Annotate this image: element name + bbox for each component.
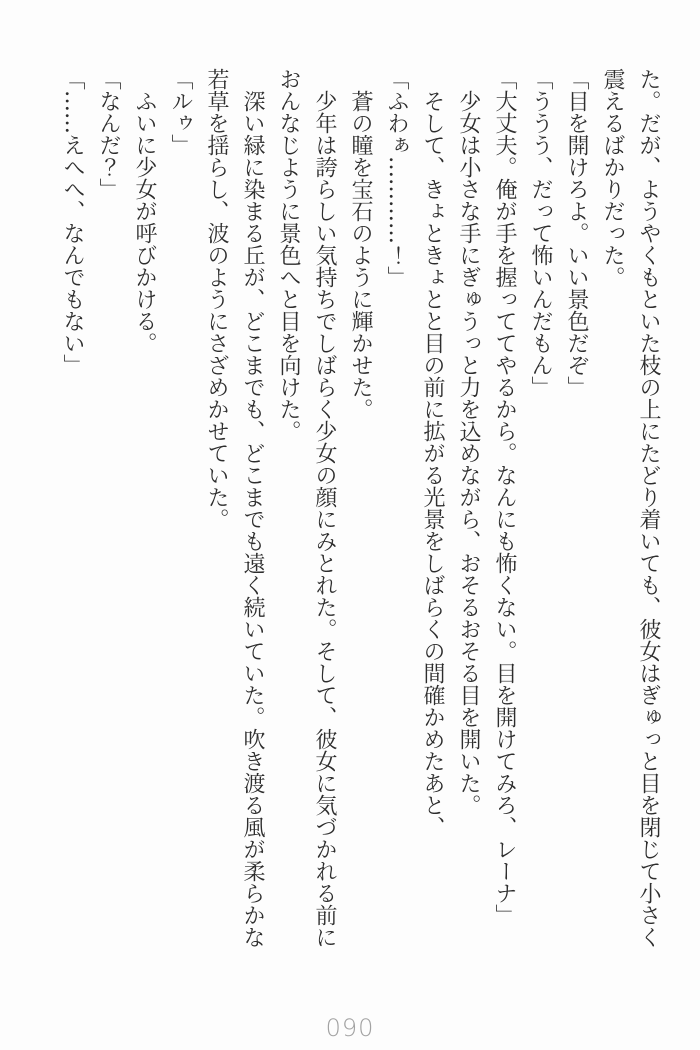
paragraph: 深い緑に染まる丘が、どこまでも、どこまでも遠く続いていた。吹き渡る風が柔らかな若草を揺らし、波のようにさざめかせていた。 [204, 68, 265, 948]
text-columns [54, 68, 666, 948]
paragraph: 「……えへへ、なんでもない」 [60, 68, 85, 376]
paragraph: 「ルゥ」 [168, 68, 193, 156]
paragraph: た。だが、ようやくもといた枝の上にたどり着いても、彼女はぎゅっと目を閉じて小さく震えるばかりだった。 [600, 68, 661, 948]
paragraph: 蒼の瞳を宝石のように輝かせた。 [348, 90, 373, 420]
paragraph: 少年は誇らしい気持ちでしばらく少女の顔にみとれた。そして、彼女に気づかれる前におんなじように景色へと目を向けた。 [276, 68, 337, 948]
paragraph: 「ううう、だって怖いんだもん」 [528, 68, 553, 398]
paragraph: 「大丈夫。俺が手を握っててやるから。なんにも怖くない。目を開けてみろ、レーナ」 [492, 68, 517, 926]
paragraph: 「なんだ？」 [96, 68, 121, 200]
paragraph: 「ふわぁ…………！」 [384, 68, 409, 288]
page-number: 090 [325, 1014, 375, 1042]
paragraph: ふいに少女が呼びかける。 [132, 90, 157, 354]
paragraph: 少女は小さな手にぎゅうっと力を込めながら、おそるおそる目を開いた。 [456, 90, 481, 816]
paragraph: そして、きょときょとと目の前に拡がる光景をしばらくの間確かめたあと、 [420, 90, 445, 838]
paragraph: 「目を開けろよ。いい景色だぞ」 [564, 68, 589, 398]
